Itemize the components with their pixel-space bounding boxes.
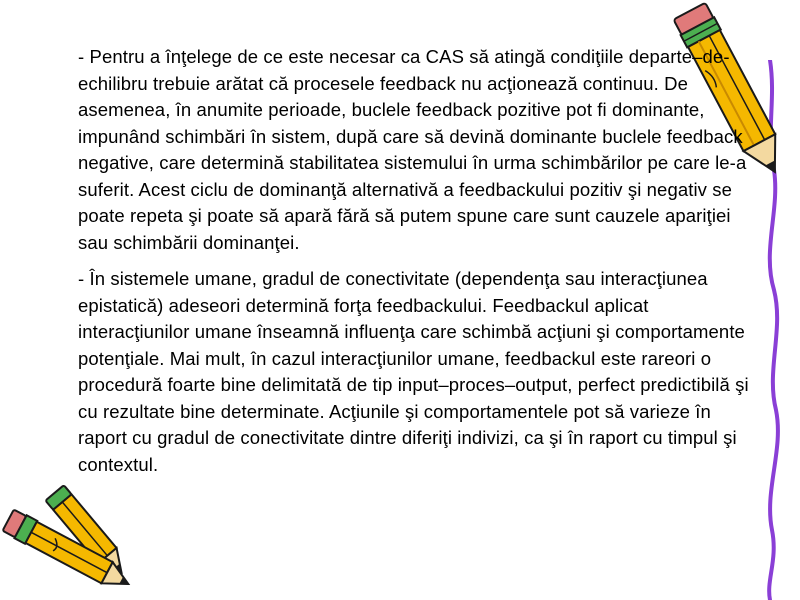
paragraph-2: - În sistemele umane, gradul de conectivitate (dependenţa sau interacţiunea epistatică) adeseori determină forţa feedbackului. Feedbackul aplicat interacţiunilor umane înseamnă influenţa care schimbă acţiuni şi comportamente potenţiale. Mai mult, în cazul interacţiunilor umane, feedbackul este rareori o procedură foarte bine delimitată de tip input–proces–output, perfect predictibilă şi cu rezultate bine determinate. Acţiunile şi comportamentele pot să varieze în raport cu gradul de conectivitate dintre diferiţi indivizi, ca şi în raport cu timpul şi contextul. [78,268,749,475]
paragraph-1: - Pentru a înţelege de ce este necesar ca CAS să atingă condiţiile departe–de-echilibru trebuie arătat că procesele feedback nu acţionează continuu. De asemenea, în anumite perioade, buclele feedback pozitive pot fi dominante, impunând schimbări în sistem, după care să devină dominante buclele feedback negative, care determină stabilitatea sistemului în urma schimbărilor pe care le-a suferit. Acest ciclu de dominanţă alternativă a feedbackului pozitiv şi negativ se poate repeta şi poate să apară fără să putem spune care sunt cauzele apariţiei sau schimbării dominanţei. [78,46,747,253]
pencil-bottom-left-lower-icon [0,505,140,600]
text-content [78,44,758,488]
